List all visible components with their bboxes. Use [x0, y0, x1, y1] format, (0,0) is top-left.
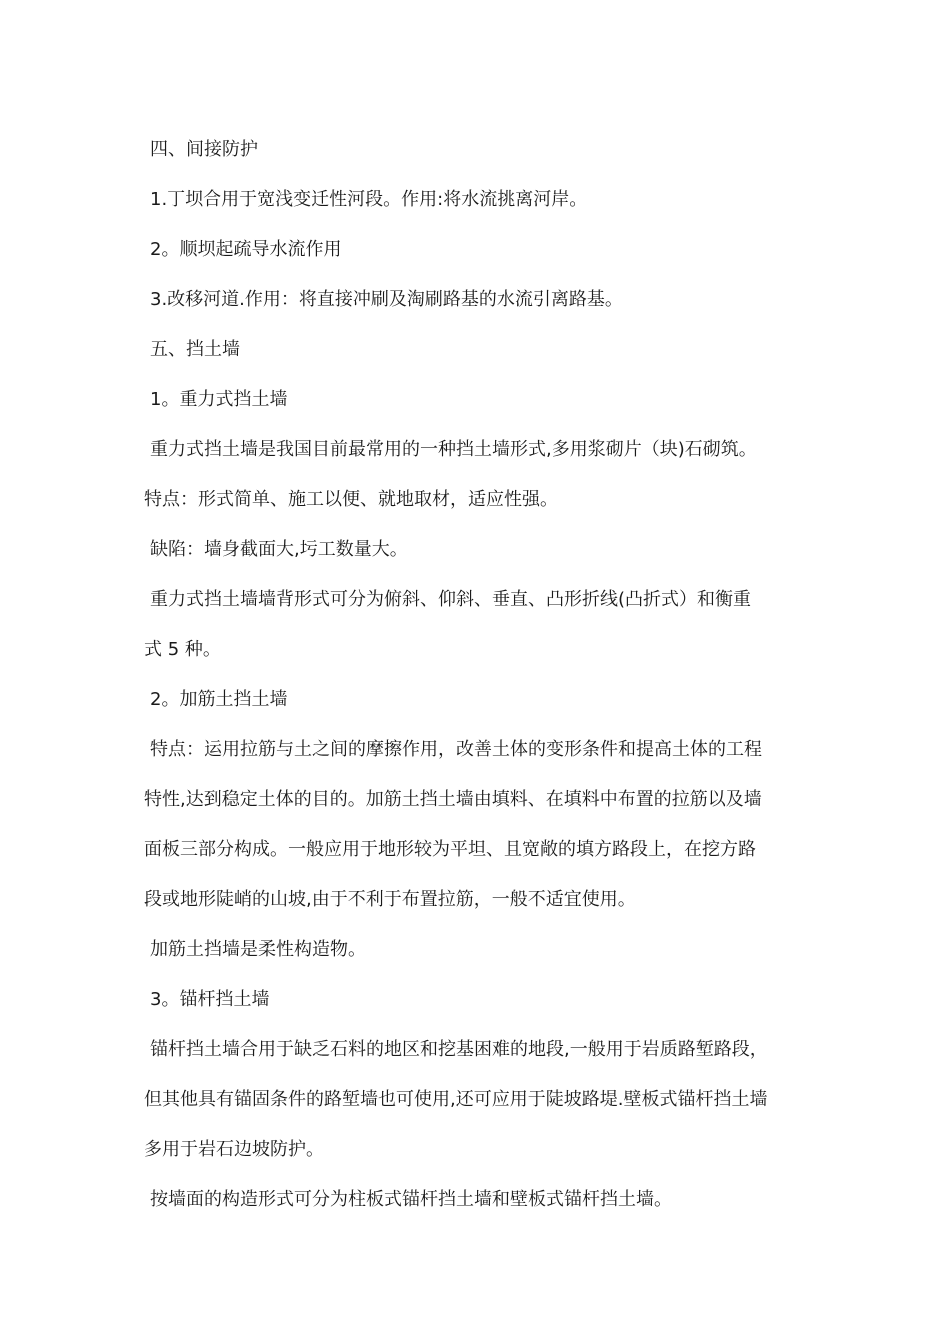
- paragraph-line: 重力式挡土墙墙背形式可分为俯斜、仰斜、垂直、凸形折线(凸折式）和衡重: [150, 589, 752, 610]
- paragraph-line: 面板三部分构成。一般应用于地形较为平坦、且宽敞的填方路段上，在挖方路: [144, 839, 756, 860]
- paragraph-line: 段或地形陡峭的山坡,由于不利于布置拉筋，一般不适宜使用。: [144, 889, 636, 910]
- paragraph-line: 特性,达到稳定土体的目的。加筋土挡土墙由填料、在填料中布置的拉筋以及墙: [144, 789, 762, 810]
- paragraph-line: 但其他具有锚固条件的路堑墙也可使用,还可应用于陡坡路堤.壁板式锚杆挡土墙: [144, 1089, 768, 1110]
- paragraph-line: 加筋土挡墙是柔性构造物。: [150, 939, 366, 960]
- section-heading: 五、挡土墙: [150, 339, 240, 360]
- paragraph-line: 式 5 种。: [144, 639, 221, 660]
- section-heading: 四、间接防护: [150, 139, 258, 160]
- paragraph-line: 按墙面的构造形式可分为柱板式锚杆挡土墙和壁板式锚杆挡土墙。: [150, 1189, 672, 1210]
- list-item: 2。顺坝起疏导水流作用: [150, 239, 342, 260]
- paragraph-line: 重力式挡土墙是我国目前最常用的一种挡土墙形式,多用浆砌片（块)石砌筑。: [150, 439, 757, 460]
- paragraph-line: 缺陷：墙身截面大,圬工数量大。: [150, 539, 408, 560]
- subsection-heading: 1。重力式挡土墙: [150, 389, 288, 410]
- subsection-heading: 3。锚杆挡土墙: [150, 989, 270, 1010]
- paragraph-line: 锚杆挡土墙合用于缺乏石料的地区和挖基困难的地段,一般用于岩质路堑路段，: [150, 1039, 768, 1060]
- list-item: 3.改移河道.作用：将直接冲刷及淘刷路基的水流引离路基。: [150, 289, 623, 310]
- paragraph-line: 特点：形式简单、施工以便、就地取材，适应性强。: [144, 489, 558, 510]
- document-body: [144, 125, 814, 1225]
- paragraph-line: 特点：运用拉筋与土之间的摩擦作用，改善土体的变形条件和提高土体的工程: [150, 739, 762, 760]
- subsection-heading: 2。加筋土挡土墙: [150, 689, 288, 710]
- list-item: 1.丁坝合用于宽浅变迁性河段。作用:将水流挑离河岸。: [150, 189, 588, 210]
- paragraph-line: 多用于岩石边坡防护。: [144, 1139, 324, 1160]
